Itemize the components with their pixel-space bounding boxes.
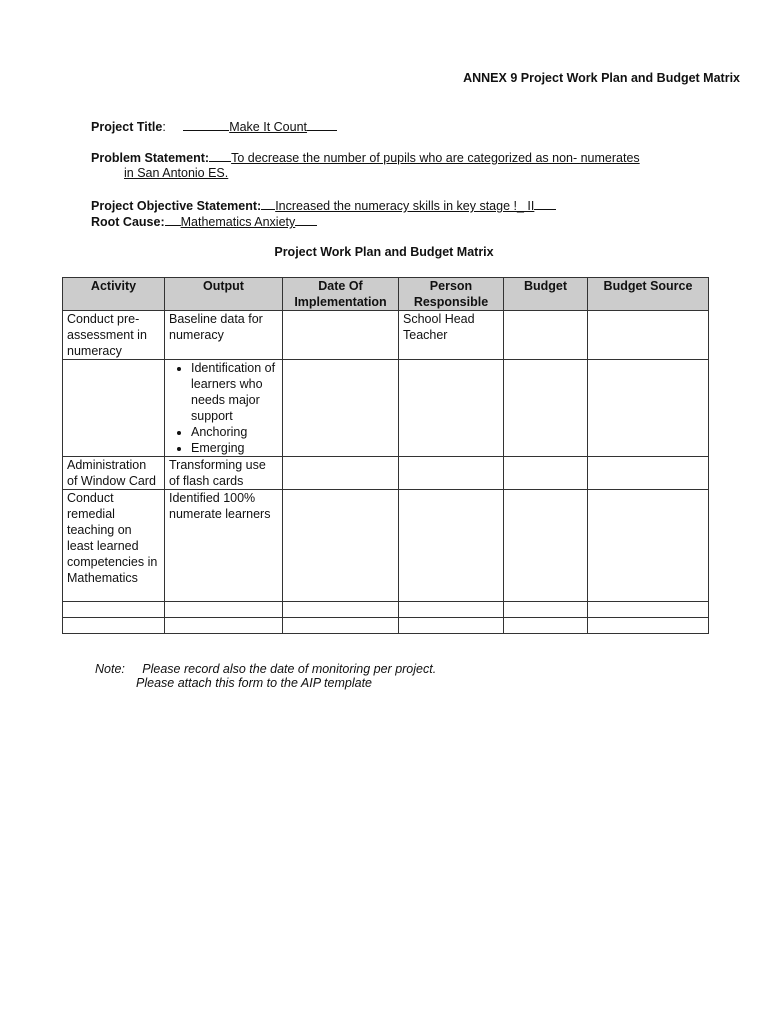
header-budget-source: Budget Source — [588, 278, 709, 311]
output-cell: Baseline data for numeracy — [165, 311, 283, 360]
list-item: • Emerging — [191, 440, 278, 456]
activity-cell — [63, 360, 165, 457]
output-cell — [165, 360, 283, 457]
header-person: Person Responsible — [399, 278, 504, 311]
objective-label: Project Objective Statement: — [91, 199, 262, 213]
date-cell — [283, 490, 399, 602]
root-cause-value: Mathematics Anxiety — [180, 215, 296, 229]
date-cell — [283, 311, 399, 360]
person-cell — [399, 457, 504, 490]
output-cell: Identified 100% numerate learners — [165, 490, 283, 602]
person-cell — [399, 490, 504, 602]
header-activity: Activity — [63, 278, 165, 311]
note-label: Note: — [95, 662, 125, 676]
person-cell — [399, 360, 504, 457]
table-row — [63, 490, 709, 602]
problem-statement-value-1: To decrease the number of pupils who are categorized as non- numerates — [231, 151, 640, 165]
header-output: Output — [165, 278, 283, 311]
budget-source-cell — [588, 311, 709, 360]
table-row — [63, 311, 709, 360]
budget-source-cell — [588, 490, 709, 602]
annex-heading: ANNEX 9 Project Work Plan and Budget Matrix — [463, 71, 740, 85]
table-header-row — [63, 278, 709, 311]
matrix-title: Project Work Plan and Budget Matrix — [274, 245, 494, 259]
problem-statement-line-2 — [124, 165, 228, 181]
budget-source-cell — [588, 360, 709, 457]
date-cell — [283, 360, 399, 457]
list-item: • Anchoring — [191, 424, 278, 440]
table-row — [63, 618, 709, 634]
project-title-value: Make It Count — [229, 120, 308, 134]
header-date: Date Of Implementation — [283, 278, 399, 311]
table-row — [63, 602, 709, 618]
table-row — [63, 360, 709, 457]
output-cell: Transforming use of flash cards — [165, 457, 283, 490]
budget-cell — [504, 311, 588, 360]
footnote — [95, 662, 436, 690]
objective-line — [91, 197, 556, 214]
note-line-2: Please attach this form to the AIP template — [136, 676, 372, 690]
activity-cell: Administration of Window Card — [63, 457, 165, 490]
date-cell — [283, 457, 399, 490]
activity-cell: Conduct pre-assessment in numeracy — [63, 311, 165, 360]
note-line-1: Please record also the date of monitoring per project. — [142, 662, 437, 676]
person-cell: School Head Teacher — [399, 311, 504, 360]
header-budget: Budget — [504, 278, 588, 311]
project-title-line: Project Title: Make It Count — [91, 118, 337, 135]
problem-statement-value-2: in San Antonio ES. — [124, 166, 229, 180]
problem-statement-label: Problem Statement: — [91, 151, 210, 165]
budget-source-cell — [588, 457, 709, 490]
problem-statement-line — [91, 149, 640, 166]
budget-cell — [504, 490, 588, 602]
work-plan-table — [62, 277, 709, 634]
output-bullet-list — [169, 360, 278, 456]
activity-cell: Conduct remedial teaching on least learned competencies in Mathematics — [63, 490, 165, 602]
budget-cell — [504, 457, 588, 490]
root-cause-label: Root Cause: — [91, 215, 165, 229]
list-item: • Identification of learners who needs major support — [191, 360, 278, 424]
root-cause-line — [91, 213, 317, 230]
table-row — [63, 457, 709, 490]
objective-value: Increased the numeracy skills in key stage !_ II — [275, 199, 535, 213]
project-title-label: Project Title — [91, 120, 163, 134]
budget-cell — [504, 360, 588, 457]
